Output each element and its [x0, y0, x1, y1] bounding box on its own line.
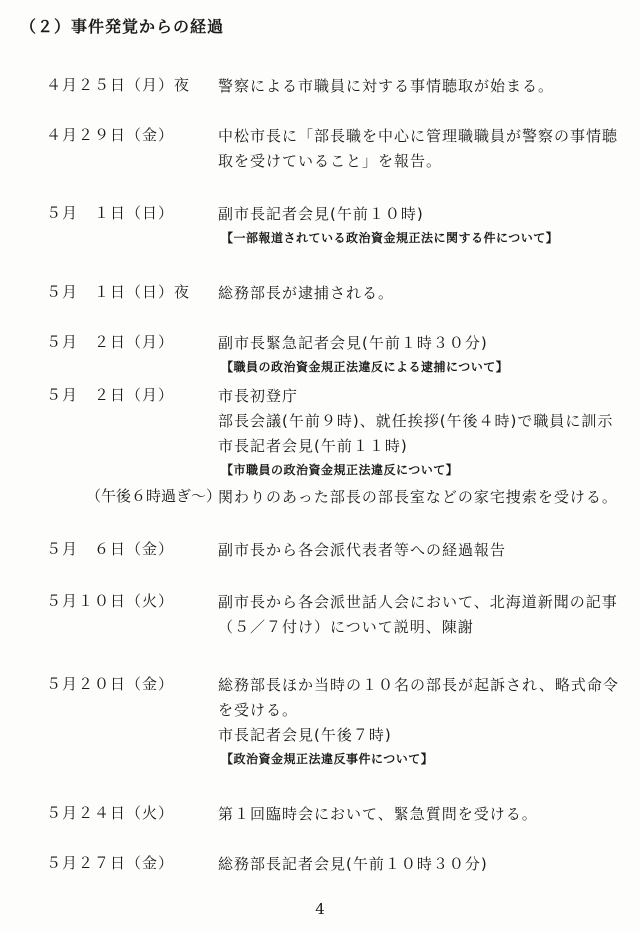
entry-text-line: 部長会議(午前９時)、就任挨拶(午後４時)で職員に訓示: [218, 412, 614, 430]
entry-text-line: 関わりのあった部長の部長室などの家宅捜索を受ける。: [218, 488, 618, 506]
entry-text-line: 総務部長記者会見(午前１０時３０分): [218, 855, 488, 873]
entry-topic-note: 【一部報道されている政治資金規正法に関する件について】: [221, 231, 559, 245]
entry-text-line: 副市長から各会派代表者等への経過報告: [218, 541, 507, 559]
entry-body: [218, 485, 628, 510]
entry-text-line: 市長記者会見(午前１１時): [218, 437, 408, 455]
entry-date: ５月 ２日（月）: [46, 333, 175, 351]
entry-date: ５月２４日（火）: [46, 804, 175, 822]
entry-text-line: 副市長記者会見(午前１０時): [218, 205, 424, 223]
entry-date: ５月 １日（日）: [46, 204, 175, 222]
entry-date: ５月 ６日（金）: [46, 540, 175, 558]
entry-date: ４月２５日（月）夜: [46, 76, 191, 94]
entry-body: [218, 590, 628, 640]
entry-body: [218, 202, 628, 249]
entry-text-line: 市長初登庁: [218, 387, 299, 405]
entry-body: [218, 673, 628, 770]
entry-topic-note: 【職員の政治資金規正法違反による逮捕について】: [221, 360, 509, 374]
entry-body: [218, 124, 628, 174]
entry-text-line: 市長記者会見(午後７時): [218, 726, 392, 744]
entry-body: [218, 331, 628, 378]
entry-text-line: 中松市長に「部長職を中心に管理職職員が警察の事情聴: [218, 127, 619, 145]
entry-date: ５月２７日（金）: [46, 854, 175, 872]
entry-date: ５月２０日（金）: [46, 675, 175, 693]
entry-time-prefix: （午後６時過ぎ～）: [86, 487, 222, 505]
entry-body: [218, 384, 628, 481]
entry-date: ５月１０日（火）: [46, 592, 175, 610]
entry-body: [218, 538, 628, 563]
page-number: 4: [315, 900, 325, 918]
entry-text-line: 第１回臨時会において、緊急質問を受ける。: [218, 805, 538, 823]
entry-text-line: 副市長緊急記者会見(午前１時３０分): [218, 334, 488, 352]
entry-text-line: （５／７付け）について説明、陳謝: [218, 618, 474, 636]
entry-text-line: 総務部長が逮捕される。: [218, 284, 395, 302]
entry-text-line: 副市長から各会派世話人会において、北海道新聞の記事: [218, 593, 618, 611]
entry-body: [218, 852, 628, 877]
entry-date: ５月 １日（日）夜: [46, 283, 191, 301]
entry-text-line: 取を受けていること」を報告。: [218, 152, 443, 170]
entry-topic-note: 【市職員の政治資金規正法違反について】: [221, 463, 459, 477]
entry-date: ４月２９日（金）: [46, 126, 175, 144]
entry-body: [218, 281, 628, 306]
entry-date: ５月 ２日（月）: [46, 386, 175, 404]
entry-body: [218, 802, 628, 827]
entry-text-line: 総務部長ほか当時の１０名の部長が起訴され、略式命令: [218, 676, 619, 694]
entry-body: [218, 74, 628, 99]
entry-text-line: 警察による市職員に対する事情聴取が始まる。: [218, 77, 555, 95]
entry-topic-note: 【政治資金規正法違反事件について】: [221, 752, 434, 766]
section-heading: （２）事件発覚からの経過: [20, 17, 225, 36]
entry-text-line: を受ける。: [218, 701, 299, 719]
